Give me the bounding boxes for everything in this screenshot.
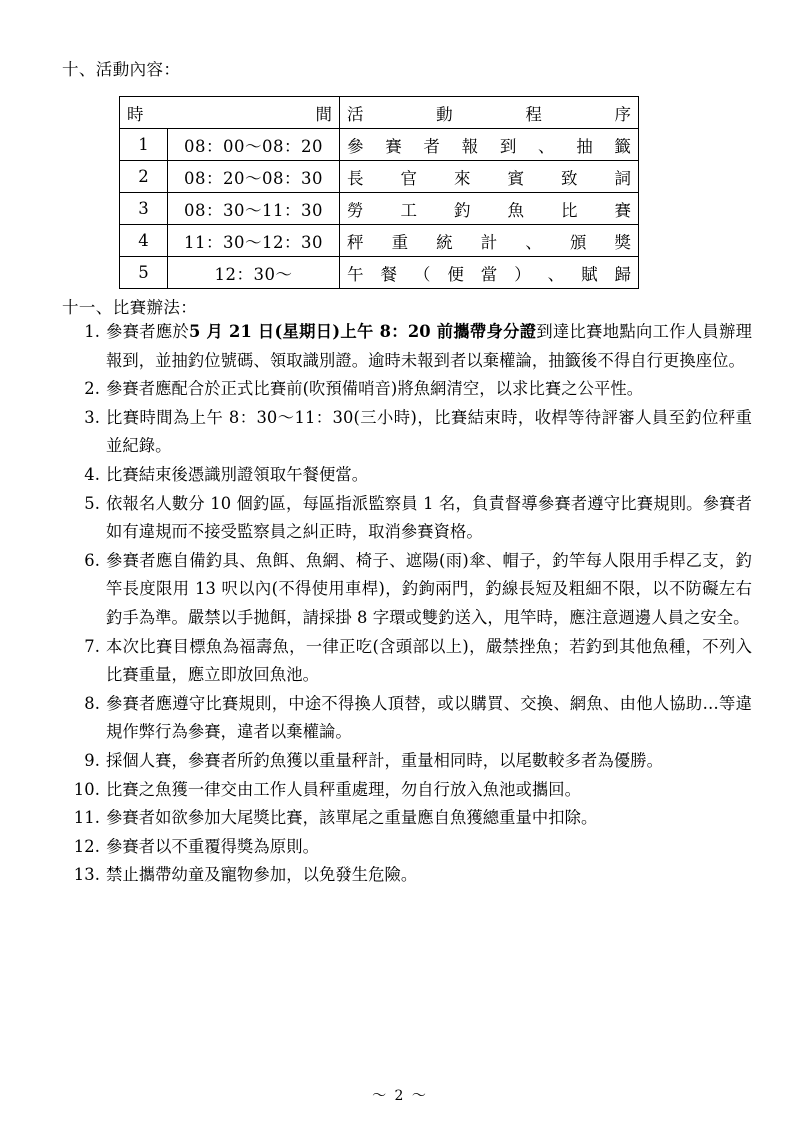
header-time-left: 時 [127, 104, 144, 124]
program-char: 勞 [347, 200, 364, 220]
rule-item-number: 1. [84, 322, 100, 341]
rule-item-text: 參賽者應配合於正式比賽前(吹預備哨音)將魚網清空，以求比賽之公平性。 [106, 379, 644, 399]
program-char: 重 [391, 232, 409, 252]
program-char: 工 [400, 200, 417, 220]
program-char: 魚 [507, 200, 524, 220]
rule-text-segment: 到達比賽地點向工作人員辦理報到，並抽釣位號碼、領取識別證。逾時未報到者以棄權論，抽籤後不得自行更換座位。 [106, 322, 752, 370]
rule-item-text: 比賽結束後憑識別證領取午餐便當。 [106, 464, 369, 484]
rule-list-item [62, 747, 752, 776]
program-char: 到 [499, 136, 517, 156]
program-char: ） [514, 264, 531, 284]
program-char: 、 [547, 264, 565, 284]
program-char: 頒 [569, 232, 587, 252]
program-char: 當 [480, 264, 498, 284]
rule-item-text: 參賽者應自備釣具、魚餌、魚網、椅子、遮陽(雨)傘、帽子，釣竿每人限用手桿乙支，釣竿長度限用 13 呎以內(不得使用車桿)，釣鉤兩門，釣線長短及粗細不限，以不防礙左右釣手為準。嚴禁以手拋餌，請採掛 8 字環或雙釣送入，甩竿時，應注意週邊人員之安全。 [106, 550, 752, 627]
schedule-row [120, 129, 639, 161]
schedule-row-time: 11：30～12：30 [168, 225, 340, 257]
section-heading-rules: 十一、比賽辦法： [62, 298, 198, 317]
rule-list-item [62, 375, 752, 404]
program-char: 詞 [614, 168, 631, 188]
program-char: 參 [347, 136, 364, 156]
program-char: 釣 [454, 200, 471, 220]
rule-item-text [106, 318, 752, 375]
schedule-header-time [120, 97, 340, 129]
rule-item-number: 8. [84, 693, 100, 713]
program-char: 致 [561, 168, 578, 188]
rule-list-item [62, 547, 752, 633]
rule-item-number: 10. [73, 779, 100, 799]
rule-item-number: 13. [73, 865, 100, 885]
rule-item-number: 3. [84, 407, 100, 427]
schedule-row-program [340, 225, 639, 257]
rule-item-text: 參賽者應遵守比賽規則，中途不得換人頂替，或以購買、交換、網魚、由他人協助…等違規作弊行為參賽，違者以棄權論。 [106, 693, 752, 742]
schedule-row-time: 08：30～11：30 [168, 193, 340, 225]
program-char: 計 [480, 232, 498, 252]
rule-item-number: 12. [73, 836, 100, 856]
schedule-row-time: 08：00～08：20 [168, 129, 340, 161]
rule-item-number: 6. [84, 550, 100, 570]
rule-item-number: 5. [84, 493, 100, 513]
schedule-row-number: 1 [120, 129, 168, 161]
program-char: 程 [525, 104, 542, 124]
program-char: （ [413, 264, 431, 284]
rule-list-item [62, 776, 752, 805]
rule-item-number: 4. [84, 464, 100, 484]
competition-rules-list [62, 318, 752, 890]
schedule-row [120, 257, 639, 289]
program-char: 賓 [507, 168, 524, 188]
program-char: 、 [525, 232, 542, 252]
program-char: 來 [454, 168, 471, 188]
rule-list-item [62, 490, 752, 547]
program-char: 午 [347, 264, 364, 284]
program-char: 賽 [614, 200, 631, 220]
page-number-footer: ～ 2 ～ [372, 1088, 428, 1104]
schedule-row-program [340, 193, 639, 225]
rule-item-text: 參賽者如欲參加大尾獎比賽，該單尾之重量應自魚獲總重量中扣除。 [106, 808, 598, 828]
rule-list-item [62, 861, 752, 890]
program-char: 秤 [347, 232, 364, 252]
schedule-row-number: 2 [120, 161, 168, 193]
program-char: 賦 [581, 264, 598, 284]
program-char: 、 [538, 136, 555, 156]
program-char: 籤 [614, 136, 631, 156]
schedule-row-number: 5 [120, 257, 168, 289]
rule-item-number: 9. [84, 750, 100, 770]
program-char: 獎 [614, 232, 631, 252]
program-char: 便 [447, 264, 464, 284]
program-char: 抽 [576, 136, 593, 156]
program-char: 餐 [380, 264, 397, 284]
rule-item-number: 11. [73, 808, 100, 828]
program-char: 者 [423, 136, 440, 156]
schedule-header-program [340, 97, 639, 129]
program-char: 賽 [385, 136, 402, 156]
rule-item-number: 2. [84, 379, 100, 399]
schedule-row-number: 4 [120, 225, 168, 257]
rule-list-item [62, 461, 752, 490]
activity-schedule-table [119, 96, 639, 289]
rule-item-text: 參賽者以不重覆得獎為原則。 [106, 836, 319, 856]
program-char: 序 [614, 104, 631, 124]
program-char: 比 [561, 200, 578, 220]
schedule-row-time: 08：20～08：30 [168, 161, 340, 193]
section-heading-activity: 十、活動內容： [62, 60, 181, 79]
program-char: 報 [461, 136, 479, 156]
schedule-header-row [120, 97, 639, 129]
schedule-row [120, 193, 639, 225]
rule-item-text: 比賽之魚獲一律交由工作人員秤重處理，勿自行放入魚池或攜回。 [106, 779, 582, 799]
rule-item-text: 依報名人數分 10 個釣區，每區指派監察員 1 名，負責督導參賽者遵守比賽規則。參賽者如有違規而不接受監察員之糾正時，取消參賽資格。 [106, 493, 752, 542]
program-char: 統 [436, 232, 453, 252]
schedule-row [120, 161, 639, 193]
program-char: 歸 [614, 264, 631, 284]
rule-list-item [62, 690, 752, 747]
schedule-row [120, 225, 639, 257]
rule-item-text: 禁止攜帶幼童及寵物參加，以免發生危險。 [106, 865, 418, 885]
schedule-table-container [119, 96, 638, 289]
rule-item-text: 本次比賽目標魚為福壽魚，一律正吃(含頭部以上)，嚴禁挫魚；若釣到其他魚種，不列入比賽重量，應立即放回魚池。 [106, 636, 752, 685]
program-char: 活 [347, 104, 364, 124]
program-char: 動 [436, 104, 453, 124]
rule-list-item [62, 404, 752, 461]
rule-item-text: 採個人賽，參賽者所釣魚獲以重量秤計，重量相同時，以尾數較多者為優勝。 [106, 750, 663, 770]
rule-list-item [62, 318, 752, 375]
rule-list-item [62, 804, 752, 833]
rule-item-number: 7. [84, 636, 100, 656]
rule-text-segment: 參賽者應於 [106, 322, 190, 341]
program-char: 官 [400, 168, 417, 188]
rule-item-text: 比賽時間為上午 8：30～11：30(三小時)，比賽結束時，收桿等待評審人員至釣位秤重並紀錄。 [106, 407, 752, 456]
header-time-right: 間 [315, 104, 332, 124]
rule-list-item [62, 633, 752, 690]
schedule-row-program [340, 257, 639, 289]
program-char: 長 [347, 168, 364, 188]
schedule-row-program [340, 129, 639, 161]
schedule-row-program [340, 161, 639, 193]
rule-list-item [62, 833, 752, 862]
schedule-row-number: 3 [120, 193, 168, 225]
rule-text-emphasis: 5 月 21 日(星期日)上午 8：20 前攜帶身分證 [189, 322, 537, 341]
schedule-row-time: 12：30～ [168, 257, 340, 289]
